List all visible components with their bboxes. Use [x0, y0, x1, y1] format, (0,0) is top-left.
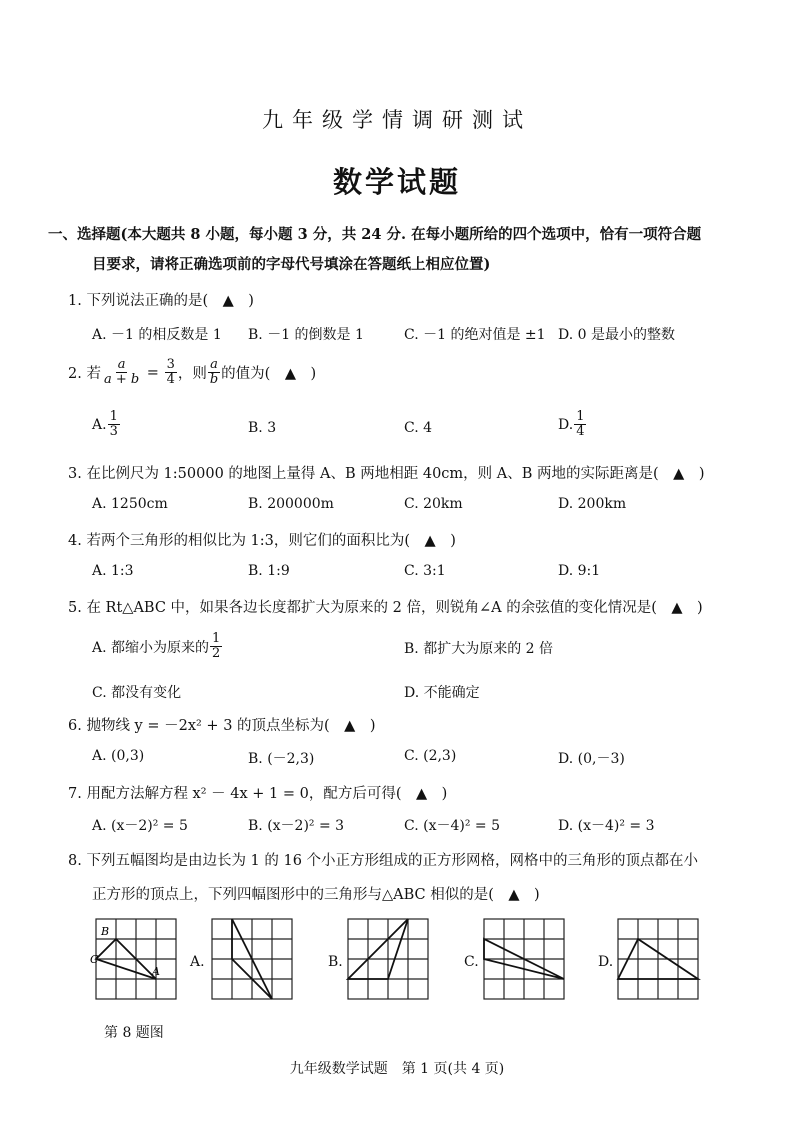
q2-f1-den: a + b	[103, 372, 140, 387]
q3-option-c: C. 20km	[404, 496, 463, 512]
q8-figure-c	[480, 915, 568, 1003]
q2-opt-d-num: 1	[576, 409, 585, 424]
section-heading-line1: 一、选择题(本大题共 8 小题，每小题 3 分，共 24 分. 在每小题所给的四个选项中，恰有一项符合题	[48, 226, 702, 243]
q2-post: 的值为( ▲ )	[221, 366, 317, 382]
q4-option-d: D. 9:1	[558, 563, 601, 579]
q2-fraction-1	[102, 358, 141, 387]
q8-stem-line1: 8. 下列五幅图均是由边长为 1 的 16 个小正方形组成的正方形网格，网格中的三角形的顶点都在小	[68, 853, 699, 869]
q5-stem: 5. 在 Rt△ABC 中，如果各边长度都扩大为原来的 2 倍，则锐角∠A 的余弦值的变化情况是( ▲ )	[68, 600, 703, 616]
q8-figure-caption: 第 8 题图	[104, 1025, 164, 1041]
q7-option-c: C. (x－4)² = 5	[404, 818, 500, 834]
exam-title: 数学试题	[332, 165, 461, 199]
q5-opt-a-num: 1	[212, 631, 221, 646]
q3-option-d: D. 200km	[558, 496, 627, 512]
q2-opt-a-fraction	[108, 410, 120, 439]
exam-subtitle: 九年级学情调研测试	[262, 108, 532, 132]
q3-option-a: A. 1250cm	[92, 496, 168, 512]
q2-opt-a-num: 1	[109, 409, 118, 424]
q7-stem: 7. 用配方法解方程 x² － 4x + 1 = 0，配方后可得( ▲ )	[68, 786, 448, 802]
q5-option-a	[92, 632, 223, 661]
q1-option-c: C. －1 的绝对值是 ±1	[404, 327, 546, 343]
q2-fraction-2	[165, 358, 177, 387]
q8-option-b-label: B.	[328, 954, 343, 970]
q8-reference-figure	[92, 915, 180, 1003]
q3-option-b: B. 200000m	[248, 496, 334, 512]
q2-opt-a-label: A.	[92, 416, 107, 433]
q4-option-c: C. 3:1	[404, 563, 446, 579]
q5-option-b: B. 都扩大为原来的 2 倍	[404, 641, 553, 657]
q5-option-c: C. 都没有变化	[92, 685, 182, 701]
q2-opt-d-label: D.	[558, 416, 574, 433]
q1-option-b: B. －1 的倒数是 1	[248, 327, 364, 343]
q2-option-b: B. 3	[248, 420, 277, 436]
vertex-label-a: A	[152, 965, 160, 978]
q2-f2-den: 4	[166, 372, 175, 387]
q2-opt-d-fraction	[574, 410, 586, 439]
q5-opt-a-den: 2	[212, 646, 221, 661]
q2-fraction-3	[208, 358, 220, 387]
q6-option-a: A. (0,3)	[92, 748, 145, 764]
q8-option-d-label: D.	[598, 954, 614, 970]
q7-option-b: B. (x－2)² = 3	[248, 818, 345, 834]
q8-figure-a	[208, 915, 296, 1003]
q2-stem	[68, 358, 316, 387]
q5-option-d: D. 不能确定	[404, 685, 480, 701]
vertex-label-c: C	[90, 953, 99, 966]
triangle-b	[348, 919, 408, 979]
q1-option-a: A. －1 的相反数是 1	[92, 327, 222, 343]
q8-figure-b	[344, 915, 432, 1003]
q6-stem: 6. 抛物线 y = －2x² + 3 的顶点坐标为( ▲ )	[68, 718, 376, 734]
q6-option-b: B. (－2,3)	[248, 751, 315, 767]
q8-option-c-label: C.	[464, 954, 479, 970]
q2-option-c: C. 4	[404, 420, 433, 436]
q2-f2-num: 3	[166, 357, 175, 372]
q4-option-a: A. 1:3	[92, 563, 134, 579]
page-footer: 九年级数学试题 第 1 页(共 4 页)	[289, 1061, 505, 1077]
q6-option-c: C. (2,3)	[404, 748, 457, 764]
grid-lines	[618, 919, 698, 999]
q2-option-d	[558, 410, 587, 439]
q6-option-d: D. (0,－3)	[558, 751, 625, 767]
q2-f1-num: a	[117, 357, 126, 372]
vertex-label-b: B	[101, 925, 110, 938]
q7-option-d: D. (x－4)² = 3	[558, 818, 655, 834]
q3-stem: 3. 在比例尺为 1:50000 的地图上量得 A、B 两地相距 40cm，则 A、B 两地的实际距离是( ▲ )	[68, 466, 705, 482]
section-heading-line2: 目要求，请将正确选项前的字母代号填涂在答题纸上相应位置)	[92, 256, 491, 273]
q2-f3-den: b	[209, 372, 219, 387]
q2-f3-num: a	[210, 357, 218, 372]
q2-option-a	[92, 410, 121, 439]
q8-figure-d	[614, 915, 702, 1003]
q2-opt-a-den: 3	[109, 424, 118, 439]
q5-opt-a-text: A. 都缩小为原来的	[92, 639, 210, 656]
q5-opt-a-fraction	[210, 632, 222, 661]
q2-mid: ，则	[177, 366, 207, 382]
q2-pre: 2. 若	[68, 366, 101, 382]
q2-opt-d-den: 4	[576, 424, 585, 439]
grid-lines	[348, 919, 428, 999]
q4-option-b: B. 1:9	[248, 563, 290, 579]
q1-option-d: D. 0 是最小的整数	[558, 327, 675, 343]
q8-option-a-label: A.	[190, 954, 205, 970]
q8-stem-line2: 正方形的顶点上，下列四幅图形中的三角形与△ABC 相似的是( ▲ )	[92, 887, 540, 903]
q2-eq: =	[142, 364, 164, 381]
q4-stem: 4. 若两个三角形的相似比为 1:3，则它们的面积比为( ▲ )	[68, 533, 456, 549]
q7-option-a: A. (x－2)² = 5	[92, 818, 188, 834]
q1-stem: 1. 下列说法正确的是( ▲ )	[68, 293, 254, 309]
